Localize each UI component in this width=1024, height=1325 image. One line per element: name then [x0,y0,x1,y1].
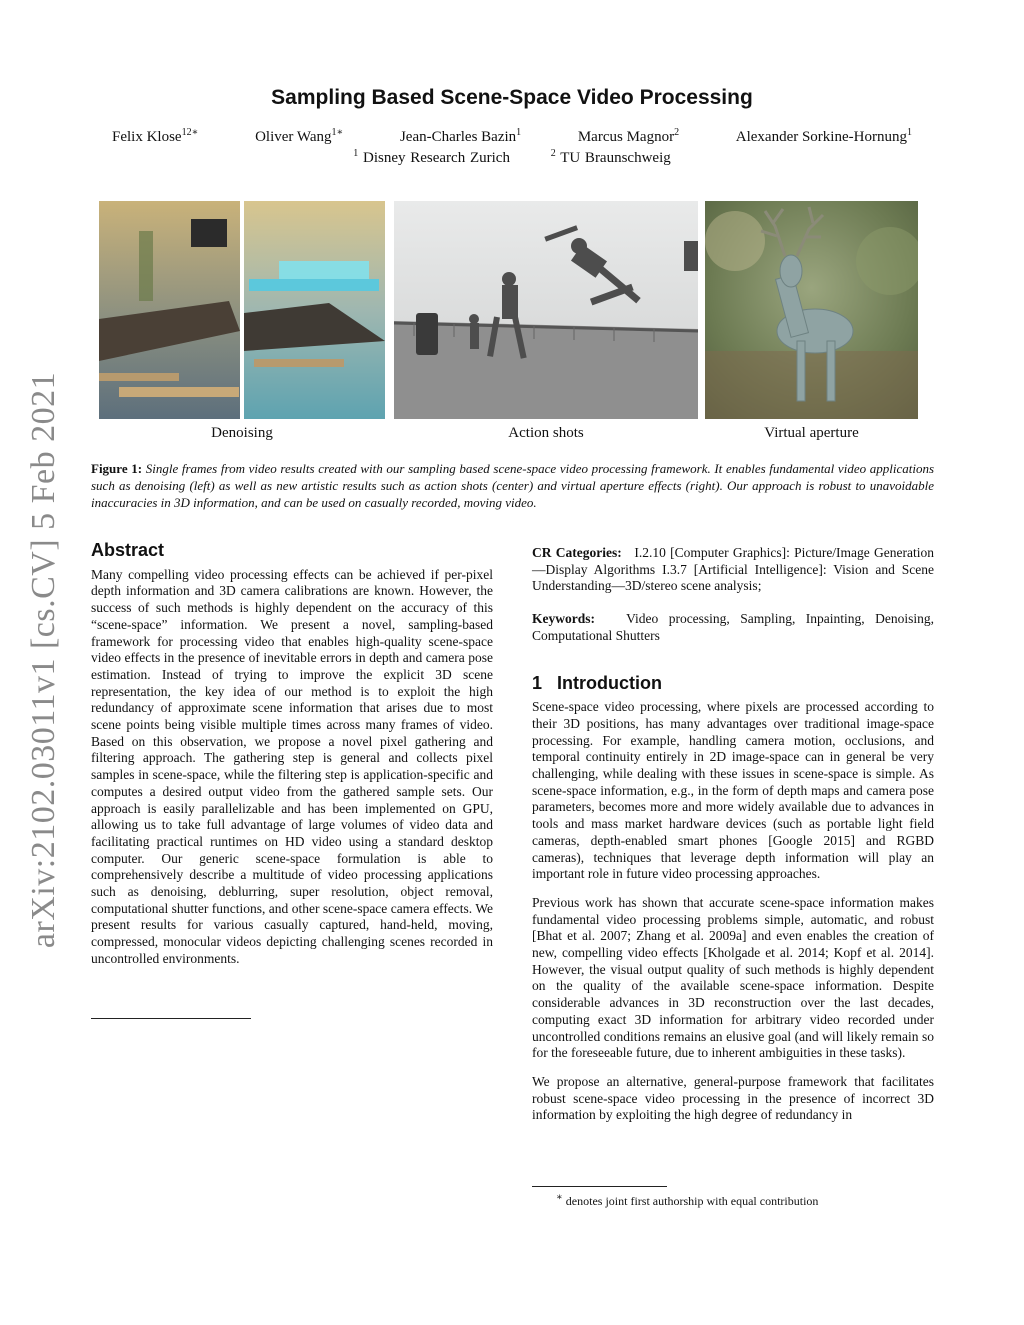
virtual-aperture-illustration [705,201,918,419]
left-column [91,542,493,968]
abstract-text: Many compelling video processing effects can be achieved if per-pixel depth information and 3D camera calibrations are known. However, the success of such methods is highly dependent on the accuracy of this “scene-space” information. We present a novel, sampling-based framework for processing video that enables high-quality scene-space video effects in the presence of inevitable errors in depth and camera pose estimation. Instead of trying to improve the explicit 3D scene representation, the key idea of our method is to exploit the high redundancy of approximate scene information that arises due to most scene points being visible multiple times across many frames of video. Based on this observation, we propose a novel pixel gathering and filtering approach. The gathering step is general and collects pixel samples in scene-space, while the filtering step is application-specific and computes a desired output video from the gathered sample sets. Our approach is easily parallelizable and has been implemented on GPU, allowing us to take full advantage of large volumes of video data and facilitating practical runtimes on HD video using a standard desktop computer. Our generic scene-space formulation is able to comprehensively describe a multitude of video processing applications such as denoising, deblurring, super resolution, object removal, computational shutter functions, and other scene-space camera effects. We present results for various casually captured, hand-held, moving, compressed, monocular videos depicting challenging scenes recorded in uncontrolled environments. [91,566,493,966]
section-number: 1 [532,672,543,693]
affiliation: $^1$ Disney Research Zurich [353,148,510,166]
footnote [556,1192,818,1209]
abstract-heading: Abstract [91,540,165,560]
intro-paragraph: Previous work has shown that accurate scene-space information makes fundamental video processing problems simple, automatic, and robust [Bhat et al. 2007; Zhang et al. 2009a] and even enables the creation of new, compelling video effects [Kholgade et al. 2014; Kopf et al. 2014]. However, the visual output quality of such methods is highly dependent on the quality of the available scene-space information. Despite considerable advances in 3D reconstruction over the last decades, computing exact 3D information for arbitrary video recorded under uncontrolled conditions remains an elusive goal (and will likely remain so for the foreseeable future, due to inherent ambiguities in these tasks). [532,894,934,1061]
author: Oliver Wang$^{1∗}$ [255,127,344,145]
right-column [532,545,934,1124]
figure-caption [91,460,934,511]
figure-label-denoising: Denoising [211,425,273,441]
action-shots-illustration [394,201,698,419]
keywords-label: Keywords: [532,611,595,627]
figure-label-virtual-aperture: Virtual aperture [764,425,859,441]
figure-caption-text: Single frames from video results created with our sampling based scene-space video processing framework. It enables fundamental video applications such as denoising (left) as well as new artistic results such as action shots (center) and virtual aperture effects (right). Our approach is robust to unavoidable inaccuracies in 3D information, and can be used on casually recorded, moving video. [91,461,935,510]
footnote-divider [91,1018,251,1019]
footnote-divider [532,1186,667,1187]
author: Marcus Magnor$^2$ [577,127,680,145]
paper-title: Sampling Based Scene-Space Video Processing [271,86,753,109]
figure-caption-label: Figure 1: [91,461,143,476]
intro-paragraph: We propose an alternative, general-purpose framework that facilitates robust scene-space video processing in the presence of incorrect 3D information by exploiting the high degree of redundancy in [532,1073,934,1123]
author: Felix Klose$^{12∗}$ [112,127,199,145]
introduction-heading [532,672,934,693]
affiliation: $^2$ TU Braunschweig [550,148,671,166]
cr-categories-label: CR Categories: [532,545,622,560]
keywords [532,611,934,644]
section-title: Introduction [557,672,663,693]
cr-categories-text: I.2.10 [Computer Graphics]: Picture/Image Generation—Display Algorithms I.3.7 [Artificial Intelligence]: Vision and Scene Understanding—3D/stereo scene analysis; [532,545,934,594]
author: Jean-Charles Bazin$^1$ [399,127,522,145]
denoising-photo [99,201,385,419]
cr-categories [532,545,934,595]
intro-paragraph: Scene-space video processing, where pixels are processed according to their 3D positions, has many advantages over traditional image-space processing. For example, handling camera motion, occlusions, and temporal continuity entirely in 2D image-space can in general be very challenging, while dealing with these issues in scene-space is simple. As scene-space information, e.g., in the form of depth maps and camera pose parameters, becomes more and more widely available due to advances in tools and mass market hardware devices (such as portable light field cameras, depth-enabled smart phones [Google 2015] and RGBD cameras), techniques that leverage depth information will play an important role in future video processing approaches. [532,699,934,882]
virtual-aperture-photo [705,201,918,419]
affiliation-list [0,148,1024,167]
author: Alexander Sorkine-Hornung$^1$ [735,127,912,145]
author-list [112,127,912,146]
action-shots-photo [394,201,698,419]
footnote-marker: ∗ [556,1192,563,1203]
arxiv-stamp [20,365,68,955]
arxiv-identifier: arXiv:2102.03011v1 [cs.CV] 5 Feb 2021 [25,371,63,949]
figure-label-action-shots: Action shots [508,425,584,441]
denoising-illustration [99,201,385,419]
keywords-text: Video processing, Sampling, Inpainting, Denoising, Computational Shutters [532,611,934,643]
footnote-text: denotes joint first authorship with equal contribution [565,1194,819,1208]
